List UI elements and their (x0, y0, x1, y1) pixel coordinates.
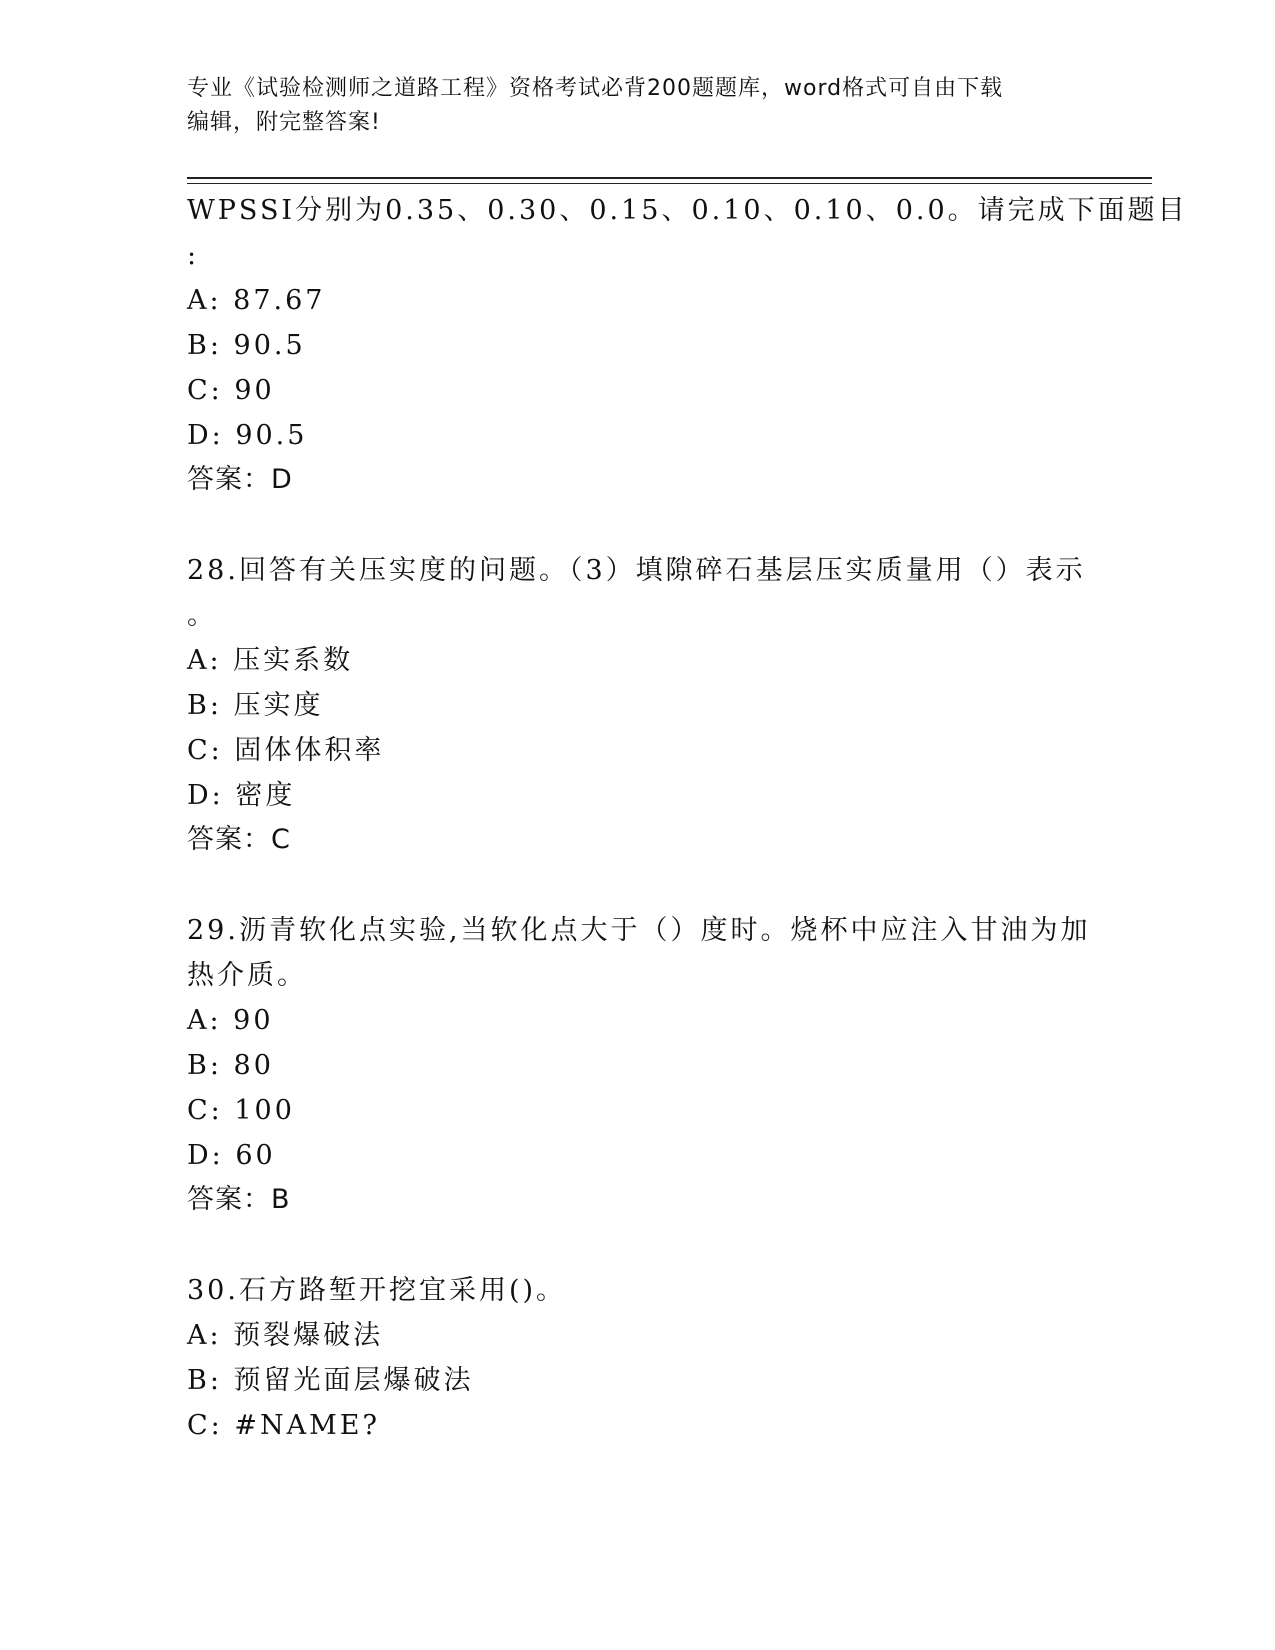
q29-option-b: B: 80 (187, 1050, 274, 1081)
q29-option-d: D: 60 (187, 1140, 276, 1171)
q29-answer: 答案：B (187, 1184, 291, 1215)
header-line-1: 专业《试验检测师之道路工程》资格考试必背200题题库，word格式可自由下载 (187, 76, 1004, 101)
q30-option-b: B: 预留光面层爆破法 (187, 1365, 474, 1396)
q27-stem-line-2: : (187, 240, 200, 271)
header-divider-thick (187, 177, 1152, 179)
q28-stem-line-1: 28.回答有关压实度的问题。（3）填隙碎石基层压实质量用（）表示 (187, 555, 1086, 586)
q29-stem-line-1: 29.沥青软化点实验,当软化点大于（）度时。烧杯中应注入甘油为加 (187, 915, 1091, 946)
q28-option-d: D: 密度 (187, 780, 296, 811)
q28-option-b: B: 压实度 (187, 690, 324, 721)
q27-option-b: B: 90.5 (187, 330, 306, 361)
q30-stem-line-1: 30.石方路堑开挖宜采用()。 (187, 1275, 567, 1306)
document-header (187, 72, 1067, 140)
header-divider-thin (187, 183, 1152, 184)
q28-option-c: C: 固体体积率 (187, 735, 385, 766)
q27-stem-line-1: WPSSI分别为0.35、0.30、0.15、0.10、0.10、0.0。请完成下面题目 (187, 195, 1188, 226)
q29-option-c: C: 100 (187, 1095, 295, 1126)
q30-option-c: C: #NAME? (187, 1410, 380, 1441)
q30-option-a: A: 预裂爆破法 (187, 1320, 384, 1351)
q28-option-a: A: 压实系数 (187, 645, 354, 676)
q27-answer: 答案：D (187, 464, 293, 495)
q29-option-a: A: 90 (187, 1005, 274, 1036)
q28-answer: 答案：C (187, 824, 291, 855)
q29-stem-line-2: 热介质。 (187, 960, 307, 991)
header-line-2: 编辑，附完整答案! (187, 110, 381, 135)
q27-option-c: C: 90 (187, 375, 275, 406)
q27-option-d: D: 90.5 (187, 420, 308, 451)
q27-option-a: A: 87.67 (187, 285, 326, 316)
q28-stem-line-2: 。 (187, 600, 217, 631)
